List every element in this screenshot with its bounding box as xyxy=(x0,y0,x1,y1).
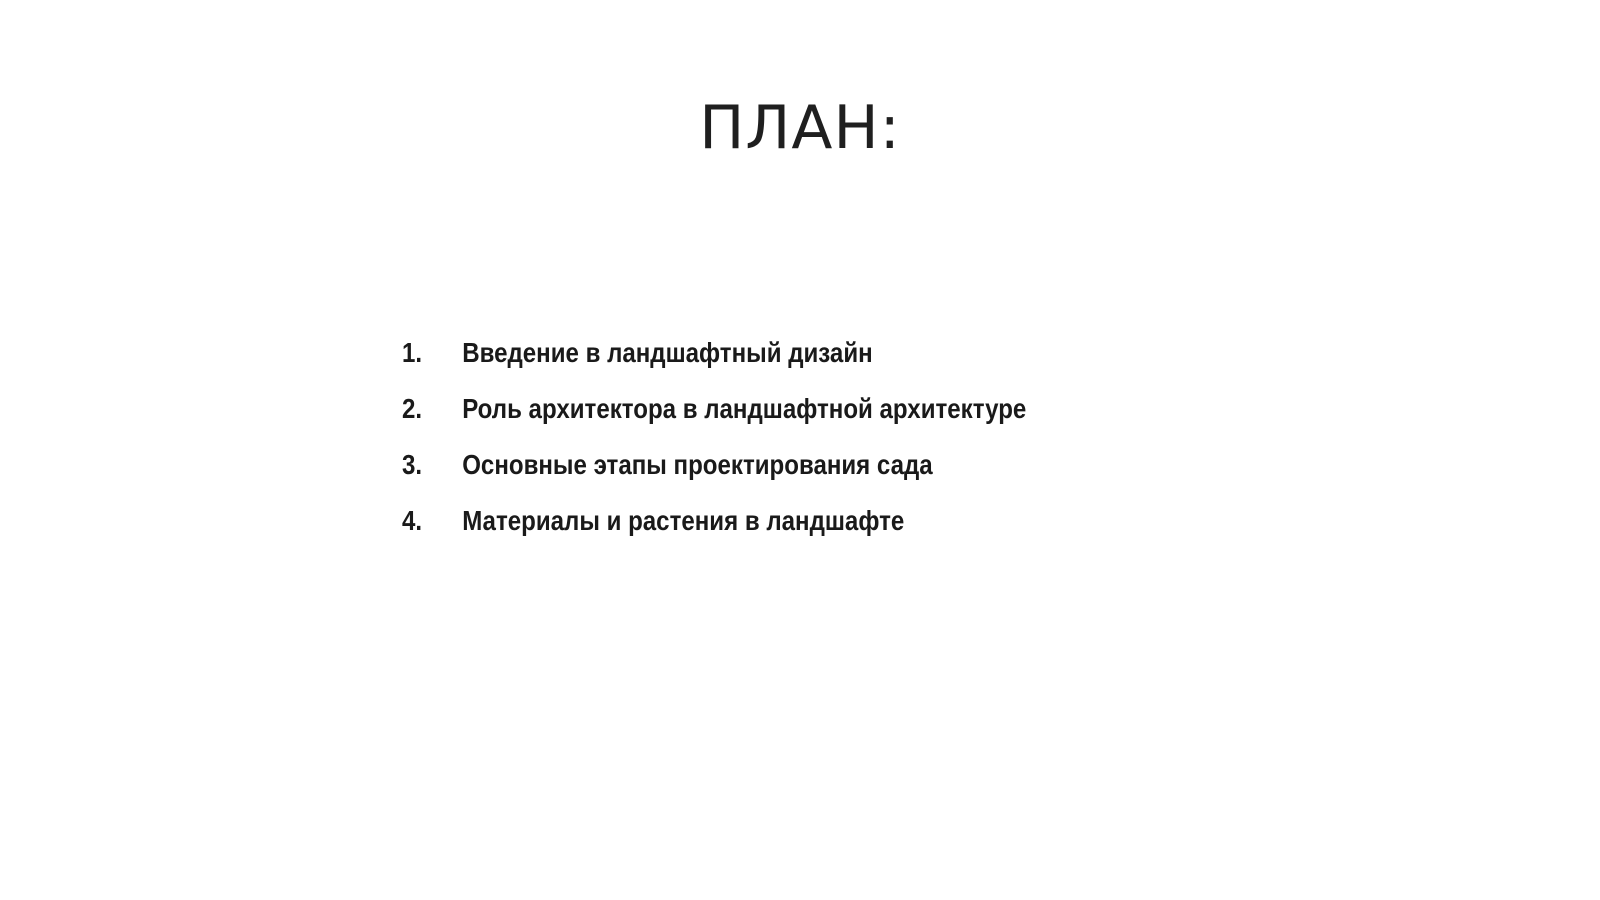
plan-item-text: Введение в ландшафтный дизайн xyxy=(462,337,873,368)
plan-list xyxy=(402,325,1128,549)
plan-item-number: 4. xyxy=(402,505,423,536)
plan-item-text: Основные этапы проектирования сада xyxy=(462,449,933,480)
plan-item-number: 2. xyxy=(402,393,423,424)
plan-item-2 xyxy=(402,381,1026,437)
plan-item-number: 3. xyxy=(402,449,423,480)
plan-item-text: Материалы и растения в ландшафте xyxy=(462,505,905,536)
plan-item-4 xyxy=(402,493,1026,549)
plan-item-3 xyxy=(402,437,1026,493)
plan-item-number: 1. xyxy=(402,337,423,368)
plan-item-text: Роль архитектора в ландшафтной архитектуре xyxy=(462,393,1027,424)
plan-item-1 xyxy=(402,325,1026,381)
slide-title: ПЛАН: xyxy=(699,93,901,163)
